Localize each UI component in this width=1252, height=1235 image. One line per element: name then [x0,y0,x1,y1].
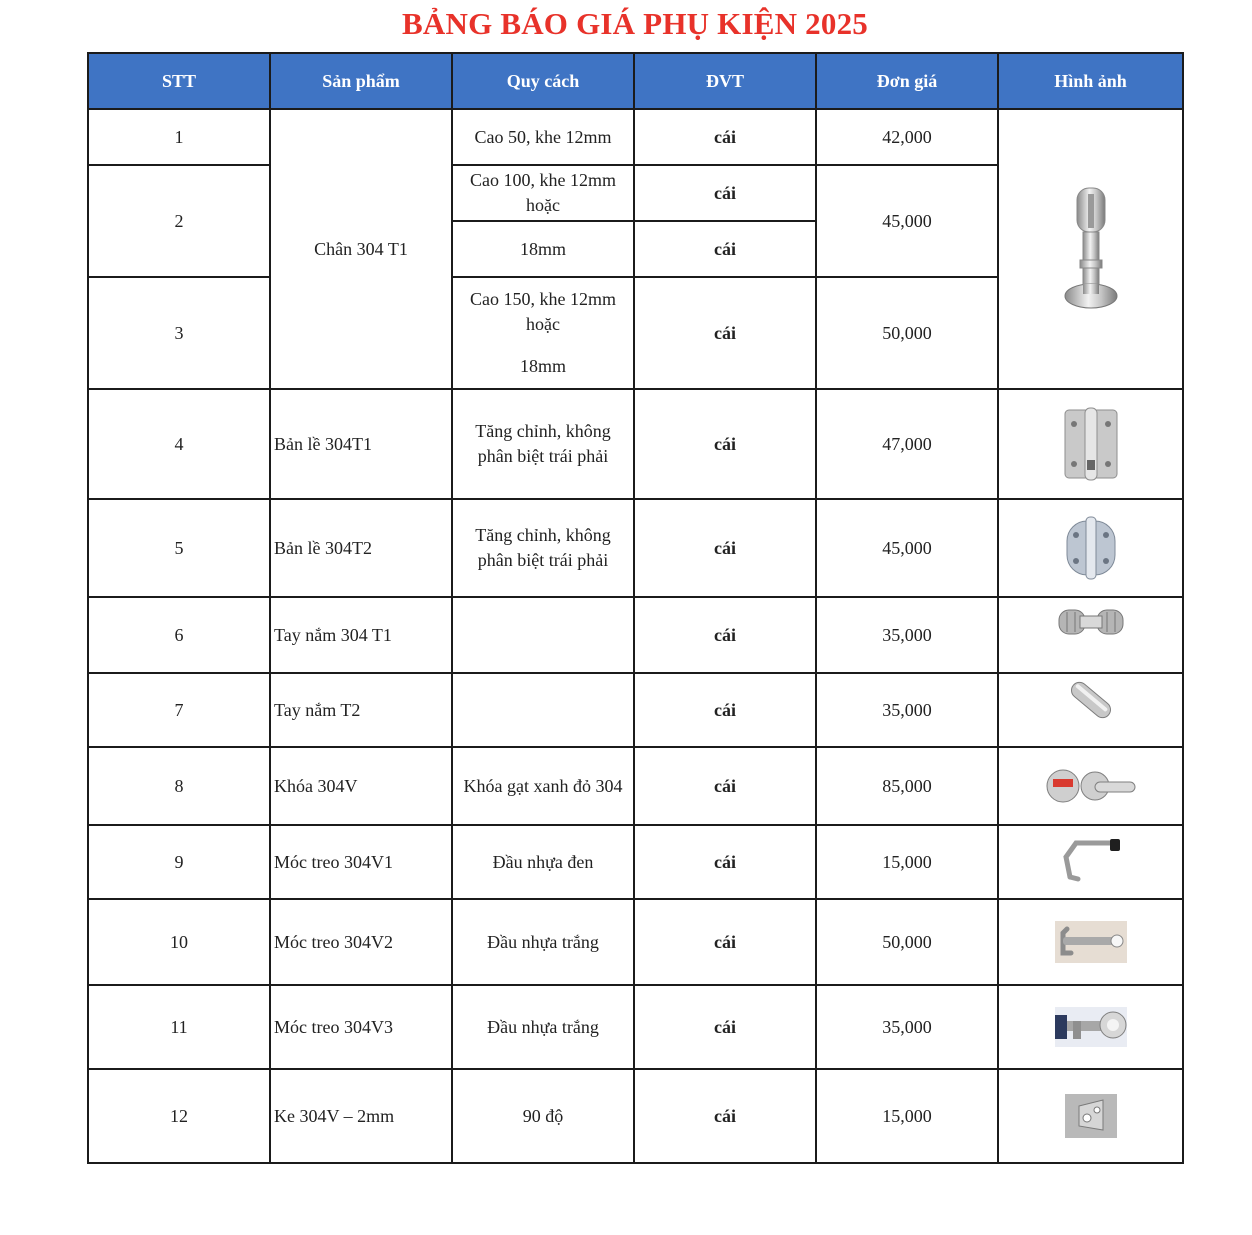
cell-price: 35,000 [816,985,998,1069]
cell-spec: 18mm [452,221,634,277]
table-row [88,825,1183,899]
cell-image [998,825,1183,899]
spec-line: hoặc [526,195,560,215]
hook-white-icon [1053,919,1129,965]
cell-unit: cái [634,109,816,165]
table-row [88,747,1183,825]
lock-icon [1041,764,1141,808]
cell-spec: Cao 50, khe 12mm [452,109,634,165]
cell-unit: cái [634,899,816,985]
cell-image [998,499,1183,597]
cell-product: Móc treo 304V1 [270,825,452,899]
cell-product: Móc treo 304V2 [270,899,452,985]
cell-stt: 8 [88,747,270,825]
cell-unit: cái [634,597,816,673]
cell-unit: cái [634,1069,816,1163]
cell-price: 45,000 [816,499,998,597]
spec-line: Tăng chỉnh, không [475,525,611,545]
cell-price: 85,000 [816,747,998,825]
hook-stopper-icon [1053,1005,1129,1049]
table-row [88,389,1183,499]
cell-unit: cái [634,825,816,899]
cell-image [998,109,1183,389]
spec-line: Cao 100, khe 12mm [470,170,616,190]
header-product: Sản phẩm [270,53,452,109]
cell-unit: cái [634,165,816,221]
cell-price: 35,000 [816,673,998,747]
price-table [87,52,1184,1164]
cell-price: 35,000 [816,597,998,673]
cell-stt: 5 [88,499,270,597]
cell-unit: cái [634,985,816,1069]
cell-product: Chân 304 T1 [270,109,452,389]
cell-spec [452,389,634,499]
spec-line: hoặc [526,314,560,334]
cell-price: 47,000 [816,389,998,499]
page-title: BẢNG BÁO GIÁ PHỤ KIỆN 2025 [402,6,868,41]
post-icon [1061,184,1121,314]
cell-product: Khóa 304V [270,747,452,825]
cell-image [998,673,1183,747]
cell-image [998,747,1183,825]
cell-image [998,389,1183,499]
table-row [88,597,1183,673]
header-row [88,53,1183,109]
cell-product: Tay nắm T2 [270,673,452,747]
cell-unit: cái [634,673,816,747]
hinge-icon [1061,404,1121,484]
cell-stt: 6 [88,597,270,673]
cell-product: Tay nắm 304 T1 [270,597,452,673]
cell-spec [452,673,634,747]
cell-spec: Đầu nhựa trắng [452,899,634,985]
table-row [88,985,1183,1069]
cell-price: 15,000 [816,825,998,899]
cell-stt: 10 [88,899,270,985]
cell-unit: cái [634,221,816,277]
table-row [88,673,1183,747]
table-row [88,1069,1183,1163]
spec-line: phân biệt trái phải [477,550,609,570]
table-row [88,499,1183,597]
pull-handle-icon [1056,678,1126,726]
cell-unit: cái [634,499,816,597]
table-row [88,109,1183,165]
header-image: Hình ảnh [998,53,1183,109]
cell-stt: 2 [88,165,270,277]
cell-spec: Đầu nhựa đen [452,825,634,899]
cell-stt: 1 [88,109,270,165]
cell-image [998,1069,1183,1163]
cell-product: Móc treo 304V3 [270,985,452,1069]
cell-price: 15,000 [816,1069,998,1163]
cell-product: Bản lề 304T2 [270,499,452,597]
spec-line: phân biệt trái phải [477,446,609,466]
spec-line: Tăng chỉnh, không [475,421,611,441]
cell-image [998,899,1183,985]
hook-icon [1056,837,1126,887]
cell-spec: 90 độ [452,1069,634,1163]
cell-price: 42,000 [816,109,998,165]
cell-stt: 11 [88,985,270,1069]
header-spec: Quy cách [452,53,634,109]
cell-unit: cái [634,277,816,389]
cell-spec: Khóa gạt xanh đỏ 304 [452,747,634,825]
cell-spec [452,277,634,389]
header-stt: STT [88,53,270,109]
cell-unit: cái [634,389,816,499]
spec-line: 18mm [519,356,566,376]
header-price: Đơn giá [816,53,998,109]
cell-stt: 4 [88,389,270,499]
knob-icon [1056,604,1126,640]
cell-spec: Đầu nhựa trắng [452,985,634,1069]
bracket-icon [1063,1092,1119,1140]
cell-product: Bản lề 304T1 [270,389,452,499]
spec-line: Cao 150, khe 12mm [470,289,616,309]
cell-unit: cái [634,747,816,825]
cell-stt: 12 [88,1069,270,1163]
cell-stt: 7 [88,673,270,747]
cell-price: 45,000 [816,165,998,277]
cell-spec [452,499,634,597]
round-hinge-icon [1061,515,1121,581]
cell-price: 50,000 [816,277,998,389]
header-unit: ĐVT [634,53,816,109]
cell-price: 50,000 [816,899,998,985]
cell-image [998,597,1183,673]
table-row [88,899,1183,985]
cell-stt: 3 [88,277,270,389]
cell-spec [452,165,634,221]
cell-image [998,985,1183,1069]
cell-spec [452,597,634,673]
cell-stt: 9 [88,825,270,899]
cell-product: Ke 304V – 2mm [270,1069,452,1163]
